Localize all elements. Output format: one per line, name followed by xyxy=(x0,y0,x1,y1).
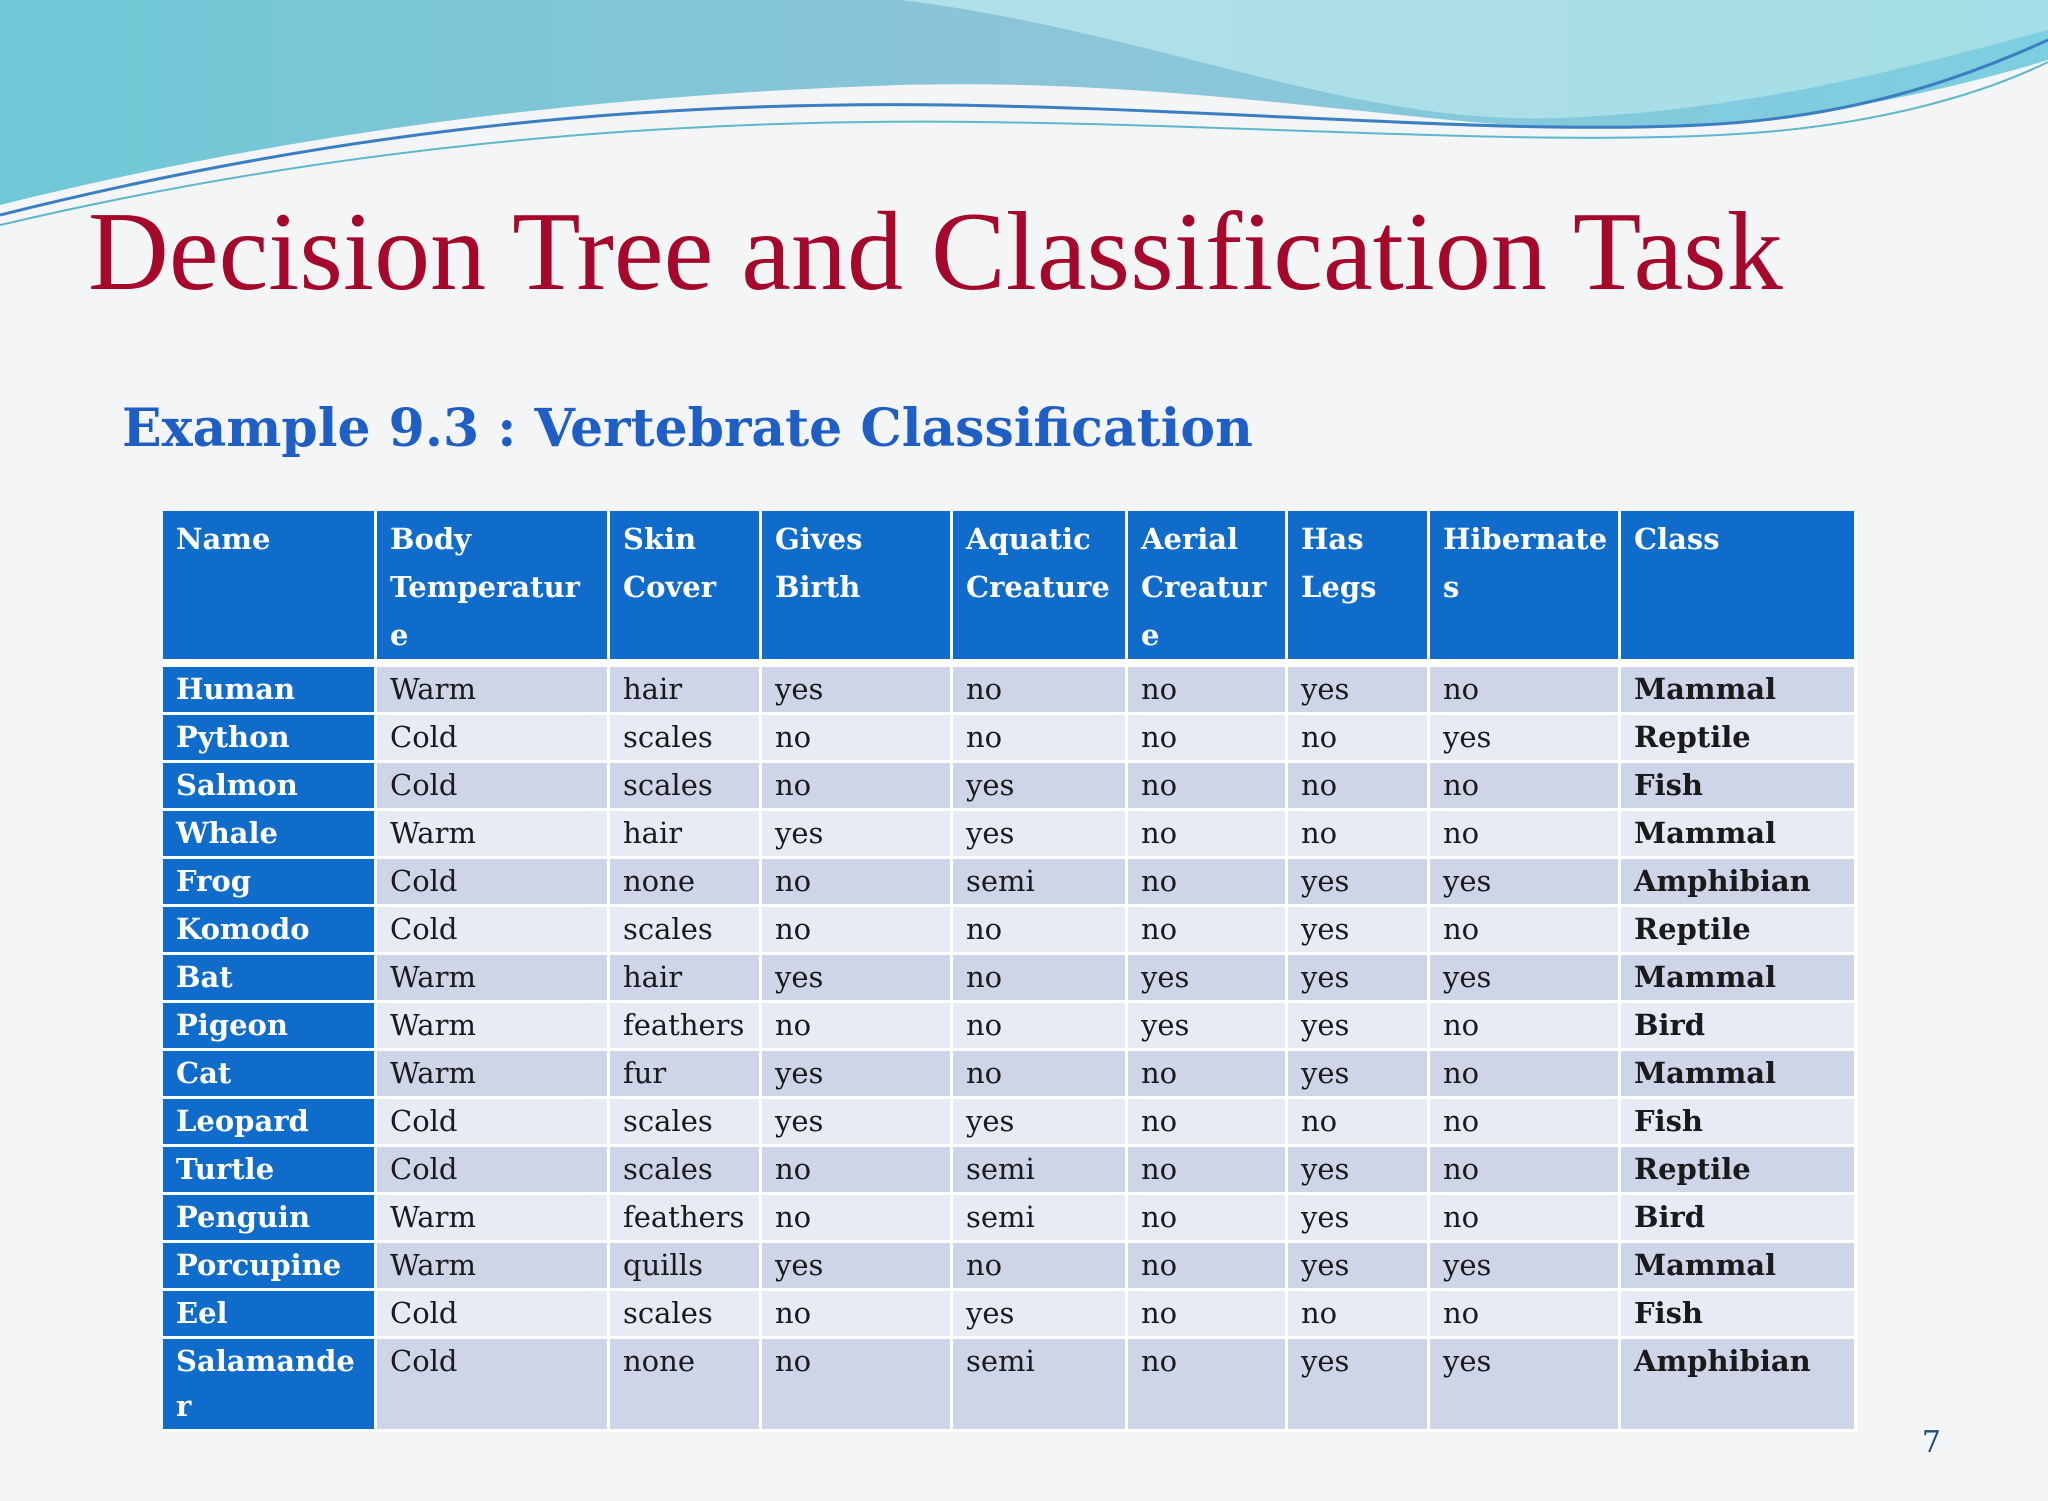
slide-title: Decision Tree and Classification Task xyxy=(88,190,1783,314)
header-aerial-creature: Aerial Creatur e xyxy=(1128,511,1288,667)
cell-hibernates: no xyxy=(1430,763,1621,811)
cell-has-legs: yes xyxy=(1288,667,1430,715)
cell-body-temperature: Cold xyxy=(377,1099,610,1147)
header-hibernates: Hibernate s xyxy=(1430,511,1621,667)
cell-gives-birth: no xyxy=(762,1147,953,1195)
cell-aerial-creature: yes xyxy=(1128,955,1288,1003)
cell-skin-cover: hair xyxy=(610,811,762,859)
cell-class: Reptile xyxy=(1621,1147,1857,1195)
cell-aquatic-creature: no xyxy=(953,1051,1128,1099)
table-row xyxy=(163,859,1857,907)
cell-aerial-creature: no xyxy=(1128,1147,1288,1195)
header-has-legs: Has Legs xyxy=(1288,511,1430,667)
cell-has-legs: no xyxy=(1288,1291,1430,1339)
cell-aerial-creature: no xyxy=(1128,859,1288,907)
cell-name: Penguin xyxy=(163,1195,377,1243)
cell-aquatic-creature: no xyxy=(953,1243,1128,1291)
cell-class: Mammal xyxy=(1621,1051,1857,1099)
table-row xyxy=(163,1339,1857,1432)
cell-aerial-creature: yes xyxy=(1128,1003,1288,1051)
cell-has-legs: yes xyxy=(1288,1339,1430,1432)
vertebrate-table-container xyxy=(163,511,1857,1432)
cell-gives-birth: no xyxy=(762,1003,953,1051)
table-row xyxy=(163,955,1857,1003)
cell-skin-cover: scales xyxy=(610,1147,762,1195)
table-row xyxy=(163,1051,1857,1099)
table-row xyxy=(163,715,1857,763)
cell-skin-cover: scales xyxy=(610,715,762,763)
cell-aquatic-creature: semi xyxy=(953,1195,1128,1243)
cell-gives-birth: yes xyxy=(762,1051,953,1099)
cell-body-temperature: Cold xyxy=(377,907,610,955)
cell-class: Mammal xyxy=(1621,667,1857,715)
cell-skin-cover: none xyxy=(610,1339,762,1432)
cell-has-legs: yes xyxy=(1288,1003,1430,1051)
cell-has-legs: yes xyxy=(1288,859,1430,907)
cell-gives-birth: no xyxy=(762,907,953,955)
cell-class: Amphibian xyxy=(1621,1339,1857,1432)
cell-body-temperature: Warm xyxy=(377,1051,610,1099)
slide-subtitle: Example 9.3 : Vertebrate Classification xyxy=(122,398,1253,459)
cell-hibernates: yes xyxy=(1430,859,1621,907)
cell-body-temperature: Cold xyxy=(377,763,610,811)
cell-has-legs: no xyxy=(1288,811,1430,859)
cell-aquatic-creature: no xyxy=(953,955,1128,1003)
cell-body-temperature: Warm xyxy=(377,667,610,715)
cell-skin-cover: feathers xyxy=(610,1003,762,1051)
cell-name: Python xyxy=(163,715,377,763)
cell-hibernates: yes xyxy=(1430,955,1621,1003)
cell-gives-birth: yes xyxy=(762,811,953,859)
cell-aquatic-creature: no xyxy=(953,715,1128,763)
cell-aerial-creature: no xyxy=(1128,1195,1288,1243)
cell-hibernates: no xyxy=(1430,1099,1621,1147)
table-header-row xyxy=(163,511,1857,667)
cell-gives-birth: yes xyxy=(762,1099,953,1147)
cell-aerial-creature: no xyxy=(1128,1339,1288,1432)
cell-class: Mammal xyxy=(1621,955,1857,1003)
table-row xyxy=(163,1291,1857,1339)
cell-has-legs: no xyxy=(1288,1099,1430,1147)
cell-body-temperature: Warm xyxy=(377,811,610,859)
cell-has-legs: yes xyxy=(1288,1051,1430,1099)
cell-gives-birth: no xyxy=(762,859,953,907)
cell-class: Mammal xyxy=(1621,1243,1857,1291)
cell-class: Fish xyxy=(1621,763,1857,811)
cell-body-temperature: Cold xyxy=(377,1291,610,1339)
cell-name: Porcupine xyxy=(163,1243,377,1291)
cell-body-temperature: Cold xyxy=(377,859,610,907)
cell-name: Pigeon xyxy=(163,1003,377,1051)
cell-gives-birth: no xyxy=(762,715,953,763)
cell-name: Human xyxy=(163,667,377,715)
cell-name: Cat xyxy=(163,1051,377,1099)
cell-name: Frog xyxy=(163,859,377,907)
cell-aerial-creature: no xyxy=(1128,1099,1288,1147)
page-number: 7 xyxy=(1921,1425,1941,1460)
cell-body-temperature: Cold xyxy=(377,1147,610,1195)
cell-aerial-creature: no xyxy=(1128,1051,1288,1099)
cell-class: Reptile xyxy=(1621,907,1857,955)
cell-name: Turtle xyxy=(163,1147,377,1195)
cell-has-legs: yes xyxy=(1288,1147,1430,1195)
cell-body-temperature: Cold xyxy=(377,1339,610,1432)
table-row xyxy=(163,1003,1857,1051)
cell-name: Whale xyxy=(163,811,377,859)
cell-has-legs: no xyxy=(1288,763,1430,811)
cell-hibernates: no xyxy=(1430,1195,1621,1243)
cell-hibernates: no xyxy=(1430,1003,1621,1051)
cell-body-temperature: Warm xyxy=(377,955,610,1003)
table-row xyxy=(163,1243,1857,1291)
cell-has-legs: yes xyxy=(1288,907,1430,955)
cell-has-legs: yes xyxy=(1288,955,1430,1003)
cell-aquatic-creature: yes xyxy=(953,1291,1128,1339)
cell-name: Komodo xyxy=(163,907,377,955)
cell-hibernates: no xyxy=(1430,1291,1621,1339)
cell-aerial-creature: no xyxy=(1128,811,1288,859)
cell-has-legs: yes xyxy=(1288,1195,1430,1243)
cell-skin-cover: scales xyxy=(610,1291,762,1339)
cell-gives-birth: yes xyxy=(762,667,953,715)
table-row xyxy=(163,1147,1857,1195)
cell-hibernates: no xyxy=(1430,667,1621,715)
cell-gives-birth: yes xyxy=(762,1243,953,1291)
cell-aquatic-creature: yes xyxy=(953,763,1128,811)
cell-hibernates: no xyxy=(1430,1051,1621,1099)
cell-skin-cover: feathers xyxy=(610,1195,762,1243)
cell-aquatic-creature: yes xyxy=(953,811,1128,859)
cell-body-temperature: Warm xyxy=(377,1195,610,1243)
cell-skin-cover: hair xyxy=(610,955,762,1003)
cell-class: Mammal xyxy=(1621,811,1857,859)
cell-body-temperature: Warm xyxy=(377,1003,610,1051)
table-body xyxy=(163,667,1857,1432)
cell-hibernates: no xyxy=(1430,1147,1621,1195)
cell-hibernates: no xyxy=(1430,907,1621,955)
cell-aerial-creature: no xyxy=(1128,715,1288,763)
cell-gives-birth: no xyxy=(762,1195,953,1243)
cell-skin-cover: hair xyxy=(610,667,762,715)
table-row xyxy=(163,907,1857,955)
cell-aquatic-creature: yes xyxy=(953,1099,1128,1147)
cell-name: Bat xyxy=(163,955,377,1003)
cell-aquatic-creature: no xyxy=(953,1003,1128,1051)
cell-gives-birth: no xyxy=(762,1291,953,1339)
cell-aerial-creature: no xyxy=(1128,1291,1288,1339)
header-name: Name xyxy=(163,511,377,667)
cell-class: Bird xyxy=(1621,1195,1857,1243)
cell-class: Fish xyxy=(1621,1291,1857,1339)
header-aquatic-creature: Aquatic Creature xyxy=(953,511,1128,667)
cell-gives-birth: no xyxy=(762,1339,953,1432)
cell-name: Eel xyxy=(163,1291,377,1339)
cell-hibernates: yes xyxy=(1430,1243,1621,1291)
cell-aquatic-creature: no xyxy=(953,667,1128,715)
cell-name: Leopard xyxy=(163,1099,377,1147)
cell-aquatic-creature: semi xyxy=(953,1339,1128,1432)
cell-class: Amphibian xyxy=(1621,859,1857,907)
header-skin-cover: Skin Cover xyxy=(610,511,762,667)
cell-skin-cover: none xyxy=(610,859,762,907)
cell-skin-cover: fur xyxy=(610,1051,762,1099)
table-row xyxy=(163,1099,1857,1147)
cell-gives-birth: yes xyxy=(762,955,953,1003)
cell-aerial-creature: no xyxy=(1128,1243,1288,1291)
table-row xyxy=(163,811,1857,859)
cell-aerial-creature: no xyxy=(1128,667,1288,715)
header-class: Class xyxy=(1621,511,1857,667)
cell-class: Fish xyxy=(1621,1099,1857,1147)
table-row xyxy=(163,1195,1857,1243)
cell-has-legs: no xyxy=(1288,715,1430,763)
cell-skin-cover: quills xyxy=(610,1243,762,1291)
cell-skin-cover: scales xyxy=(610,907,762,955)
cell-hibernates: no xyxy=(1430,811,1621,859)
cell-aquatic-creature: semi xyxy=(953,859,1128,907)
header-body-temperature: Body Temperatur e xyxy=(377,511,610,667)
cell-skin-cover: scales xyxy=(610,763,762,811)
cell-hibernates: yes xyxy=(1430,715,1621,763)
cell-aquatic-creature: no xyxy=(953,907,1128,955)
cell-gives-birth: no xyxy=(762,763,953,811)
cell-skin-cover: scales xyxy=(610,1099,762,1147)
cell-class: Reptile xyxy=(1621,715,1857,763)
cell-hibernates: yes xyxy=(1430,1339,1621,1432)
cell-aerial-creature: no xyxy=(1128,763,1288,811)
cell-aerial-creature: no xyxy=(1128,907,1288,955)
cell-name: Salamande r xyxy=(163,1339,377,1432)
vertebrate-classification-table xyxy=(163,511,1857,1432)
table-row xyxy=(163,667,1857,715)
cell-name: Salmon xyxy=(163,763,377,811)
table-row xyxy=(163,763,1857,811)
header-gives-birth: Gives Birth xyxy=(762,511,953,667)
cell-body-temperature: Cold xyxy=(377,715,610,763)
cell-has-legs: yes xyxy=(1288,1243,1430,1291)
cell-body-temperature: Warm xyxy=(377,1243,610,1291)
cell-class: Bird xyxy=(1621,1003,1857,1051)
cell-aquatic-creature: semi xyxy=(953,1147,1128,1195)
